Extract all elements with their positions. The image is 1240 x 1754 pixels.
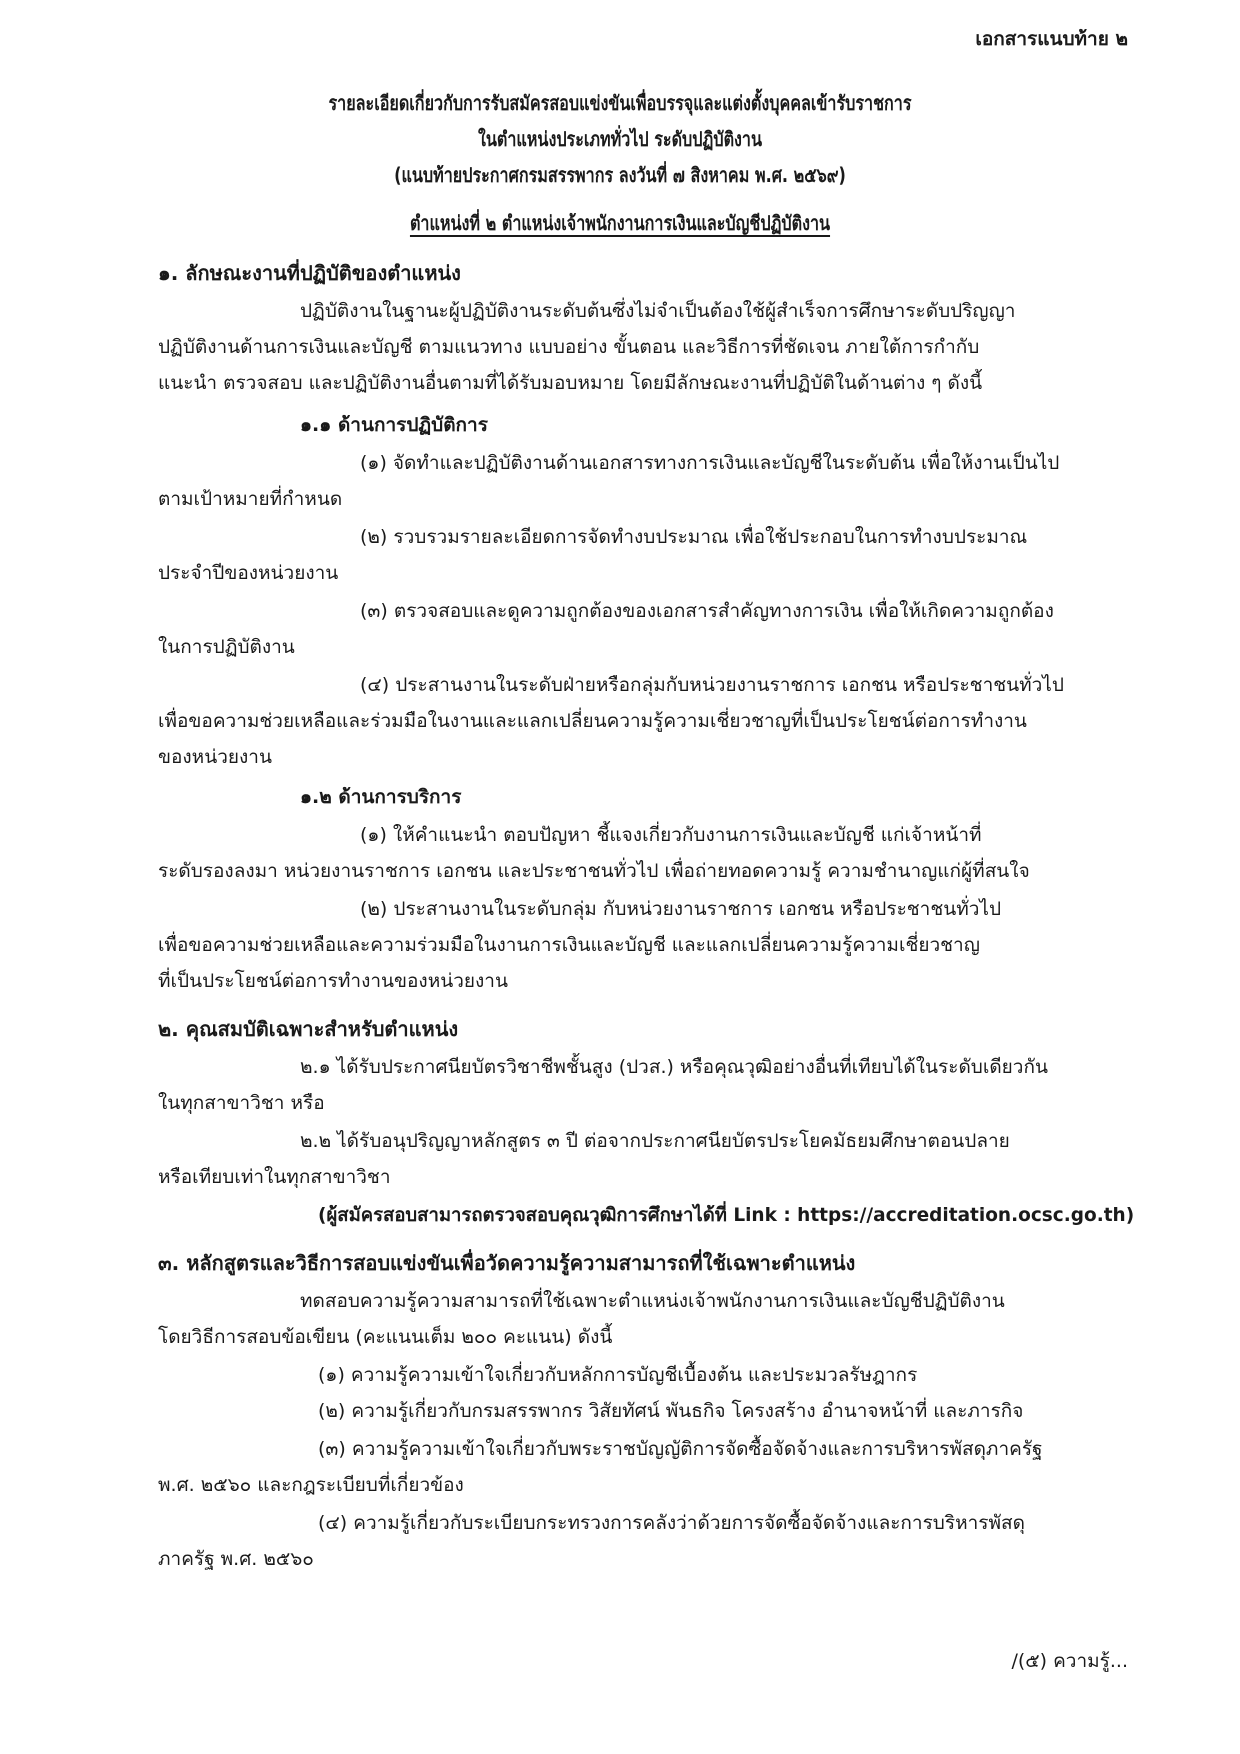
sub2-item2-line1: (๒) ประสานงานในระดับกลุ่ม กับหน่วยงานราชการ เอกชน หรือประชาชนทั่วไป xyxy=(360,898,1002,920)
annex-label: เอกสารแนบท้าย ๒ xyxy=(975,28,1128,50)
section1-intro-line1: ปฏิบัติงานในฐานะผู้ปฏิบัติงานระดับต้นซึ่งไม่จำเป็นต้องใช้ผู้สำเร็จการศึกษาระดับปริญญา xyxy=(300,300,1016,322)
exam-topic-2: (๒) ความรู้เกี่ยวกับกรมสรรพากร วิสัยทัศน์ พันธกิจ โครงสร้าง อำนาจหน้าที่ และภารกิจ xyxy=(318,1400,1024,1422)
qualification-2-1-line2: ในทุกสาขาวิชา หรือ xyxy=(158,1092,325,1114)
exam-topic-1: (๑) ความรู้ความเข้าใจเกี่ยวกับหลักการบัญชีเบื้องต้น และประมวลรัษฎากร xyxy=(318,1364,918,1386)
sub1-item4-line1: (๔) ประสานงานในระดับฝ่ายหรือกลุ่มกับหน่วยงานราชการ เอกชน หรือประชาชนทั่วไป xyxy=(360,674,1064,696)
sub1-item2-line1: (๒) รวบรวมรายละเอียดการจัดทำงบประมาณ เพื่อใช้ประกอบในการทำงบประมาณ xyxy=(360,526,1028,548)
subsection-1-2-heading: ๑.๒ ด้านการบริการ xyxy=(300,786,462,808)
sub1-item2-line2: ประจำปีของหน่วยงาน xyxy=(158,562,339,584)
sub1-item3-line1: (๓) ตรวจสอบและดูความถูกต้องของเอกสารสำคัญทางการเงิน เพื่อให้เกิดความถูกต้อง xyxy=(360,600,1054,622)
sub2-item2-line2: เพื่อขอความช่วยเหลือและความร่วมมือในงานการเงินและบัญชี และแลกเปลี่ยนความรู้ความเชี่ยวชาญ xyxy=(158,934,980,956)
subsection-1-1-heading: ๑.๑ ด้านการปฏิบัติการ xyxy=(300,414,488,436)
position-title: ตำแหน่งที่ ๒ ตำแหน่งเจ้าพนักงานการเงินและบัญชีปฏิบัติงาน xyxy=(409,211,831,235)
section1-intro-line2: ปฏิบัติงานด้านการเงินและบัญชี ตามแนวทาง แบบอย่าง ขั้นตอน และวิธีการที่ชัดเจน ภายใต้การกำกับ xyxy=(158,336,980,358)
continuation-marker: /(๕) ความรู้... xyxy=(1011,1650,1128,1672)
sub1-item3-line2: ในการปฏิบัติงาน xyxy=(158,636,295,658)
sub1-item1-line2: ตามเป้าหมายที่กำหนด xyxy=(158,488,343,510)
exam-topic-3-line1: (๓) ความรู้ความเข้าใจเกี่ยวกับพระราชบัญญัติการจัดซื้อจัดจ้างและการบริหารพัสดุภาครัฐ xyxy=(318,1438,1043,1460)
exam-topic-4-line1: (๔) ความรู้เกี่ยวกับระเบียบกระทรวงการคลังว่าด้วยการจัดซื้อจัดจ้างและการบริหารพัสดุ xyxy=(318,1512,1025,1534)
qualification-2-2-line2: หรือเทียบเท่าในทุกสาขาวิชา xyxy=(158,1166,391,1188)
qualification-check-note: (ผู้สมัครสอบสามารถตรวจสอบคุณวุฒิการศึกษาได้ที่ Link : https://accreditation.ocsc.go.th) xyxy=(318,1204,1135,1226)
document-title-line2: ในตำแหน่งประเภททั่วไป ระดับปฏิบัติงาน xyxy=(478,127,762,151)
section3-intro-line2: โดยวิธีการสอบข้อเขียน (คะแนนเต็ม ๒๐๐ คะแนน) ดังนี้ xyxy=(158,1326,613,1348)
sub1-item1-line1: (๑) จัดทำและปฏิบัติงานด้านเอกสารทางการเงินและบัญชีในระดับต้น เพื่อให้งานเป็นไป xyxy=(360,452,1060,474)
sub2-item1-line2: ระดับรองลงมา หน่วยงานราชการ เอกชน และประชาชนทั่วไป เพื่อถ่ายทอดความรู้ ความชำนาญแก่ผู้ที่สนใจ xyxy=(158,860,1030,882)
document-title-line1: รายละเอียดเกี่ยวกับการรับสมัครสอบแข่งขันเพื่อบรรจุและแต่งตั้งบุคคลเข้ารับราชการ xyxy=(328,91,912,115)
sub1-item4-line3: ของหน่วยงาน xyxy=(158,746,272,768)
sub2-item2-line3: ที่เป็นประโยชน์ต่อการทำงานของหน่วยงาน xyxy=(158,970,508,992)
exam-topic-4-line2: ภาครัฐ พ.ศ. ๒๕๖๐ xyxy=(158,1548,314,1570)
section3-intro-line1: ทดสอบความรู้ความสามารถที่ใช้เฉพาะตำแหน่งเจ้าพนักงานการเงินและบัญชีปฏิบัติงาน xyxy=(300,1290,1005,1312)
section2-heading: ๒. คุณสมบัติเฉพาะสำหรับตำแหน่ง xyxy=(158,1017,459,1041)
section1-heading: ๑. ลักษณะงานที่ปฏิบัติของตำแหน่ง xyxy=(158,261,461,285)
section3-heading: ๓. หลักสูตรและวิธีการสอบแข่งขันเพื่อวัดความรู้ความสามารถที่ใช้เฉพาะตำแหน่ง xyxy=(158,1251,856,1275)
qualification-2-2-line1: ๒.๒ ได้รับอนุปริญญาหลักสูตร ๓ ปี ต่อจากประกาศนียบัตรประโยคมัธยมศึกษาตอนปลาย xyxy=(300,1130,1010,1152)
document-title-line3: (แนบท้ายประกาศกรมสรรพากร ลงวันที่ ๗ สิงหาคม พ.ศ. ๒๕๖๙) xyxy=(394,163,846,187)
qualification-2-1-line1: ๒.๑ ได้รับประกาศนียบัตรวิชาชีพชั้นสูง (ปวส.) หรือคุณวุฒิอย่างอื่นที่เทียบได้ในระดับเดียวกัน xyxy=(300,1056,1048,1078)
section1-intro-line3: แนะนำ ตรวจสอบ และปฏิบัติงานอื่นตามที่ได้รับมอบหมาย โดยมีลักษณะงานที่ปฏิบัติในด้านต่าง ๆ ดังนี้ xyxy=(158,372,983,394)
exam-topic-3-line2: พ.ศ. ๒๕๖๐ และกฎระเบียบที่เกี่ยวข้อง xyxy=(158,1474,464,1496)
sub1-item4-line2: เพื่อขอความช่วยเหลือและร่วมมือในงานและแลกเปลี่ยนความรู้ความเชี่ยวชาญที่เป็นประโยชน์ต่อการทำงาน xyxy=(158,710,1027,732)
sub2-item1-line1: (๑) ให้คำแนะนำ ตอบปัญหา ชี้แจงเกี่ยวกับงานการเงินและบัญชี แก่เจ้าหน้าที่ xyxy=(360,824,982,846)
